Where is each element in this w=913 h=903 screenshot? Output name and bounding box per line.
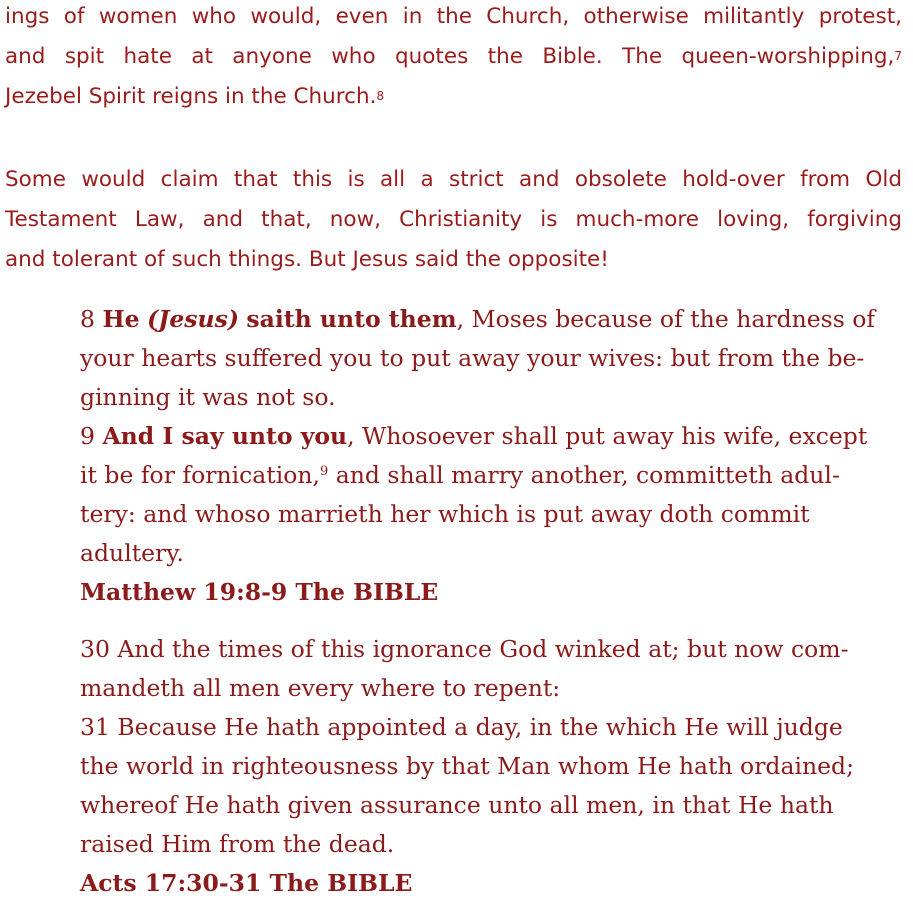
- scripture-quote-acts: [80, 630, 890, 903]
- scripture-reference-acts: Acts 17:30-31 The BIBLE: [80, 869, 413, 897]
- intro-line-1: ings of women who would, even in the Church, otherwise militantly protest,: [5, 4, 902, 29]
- verse-8-rest: , Moses because of the hardness of: [456, 305, 876, 333]
- verse-8-line-1: [80, 300, 890, 339]
- verse-9-line-2: [80, 456, 890, 495]
- verse-8-italic-jesus: (Jesus): [147, 305, 239, 333]
- verse-9-rest: , Whosoever shall put away his wife, except: [347, 422, 868, 450]
- verse-9-line-2a: it be for fornication,: [80, 461, 321, 489]
- scripture-quote-matthew: [80, 300, 890, 612]
- verse-9-line-2b: and shall marry another, committeth adul-: [328, 461, 840, 489]
- verse-9-line-3: tery: and whoso marrieth her which is put away doth commit: [80, 500, 810, 528]
- verse-31-line-4: raised Him from the dead.: [80, 830, 395, 858]
- verse-number-8: 8: [80, 305, 95, 333]
- intro-line-2: [5, 37, 902, 77]
- verse-9-line-4: adultery.: [80, 539, 184, 567]
- intro-line-3: [5, 77, 902, 117]
- verse-8-line-2: your hearts suffered you to put away your wives: but from the be-: [80, 344, 865, 372]
- verse-30-line-1: 30 And the times of this ignorance God winked at; but now com-: [80, 635, 849, 663]
- verse-8-line-3: ginning it was not so.: [80, 383, 336, 411]
- verse-31-line-3: whereof He hath given assurance unto all men, in that He hath: [80, 791, 834, 819]
- intro-paragraph: [5, 0, 902, 117]
- verse-9-line-1: [80, 417, 890, 456]
- verse-30-line-2: mandeth all men every where to repent:: [80, 674, 561, 702]
- argument-line-1: Some would claim that this is all a strict and obsolete hold-over from Old: [5, 167, 902, 192]
- verse-number-9: 9: [80, 422, 95, 450]
- scripture-reference-matthew: Matthew 19:8-9 The BIBLE: [80, 578, 439, 606]
- argument-line-3: and tolerant of such things. But Jesus said the opposite!: [5, 247, 609, 272]
- verse-31-line-1: 31 Because He hath appointed a day, in the which He will judge: [80, 713, 843, 741]
- intro-line-2-text: and spit hate at anyone who quotes the Bible. The queen-worshipping,: [5, 44, 895, 69]
- verse-31-line-2: the world in righteousness by that Man whom He hath ordained;: [80, 752, 854, 780]
- verse-8-bold-saith: saith unto them: [246, 305, 457, 333]
- footnote-ref-9[interactable]: 9: [320, 464, 329, 479]
- argument-paragraph: [5, 160, 902, 280]
- argument-line-2: Testament Law, and that, now, Christianity is much-more loving, forgiving: [5, 207, 902, 232]
- footnote-ref-7[interactable]: 7: [894, 49, 902, 63]
- verse-8-bold-he: He: [102, 305, 140, 333]
- intro-line-3-text: Jezebel Spirit reigns in the Church.: [5, 84, 377, 109]
- footnote-ref-8[interactable]: 8: [376, 89, 385, 103]
- verse-9-bold: And I say unto you: [102, 422, 348, 450]
